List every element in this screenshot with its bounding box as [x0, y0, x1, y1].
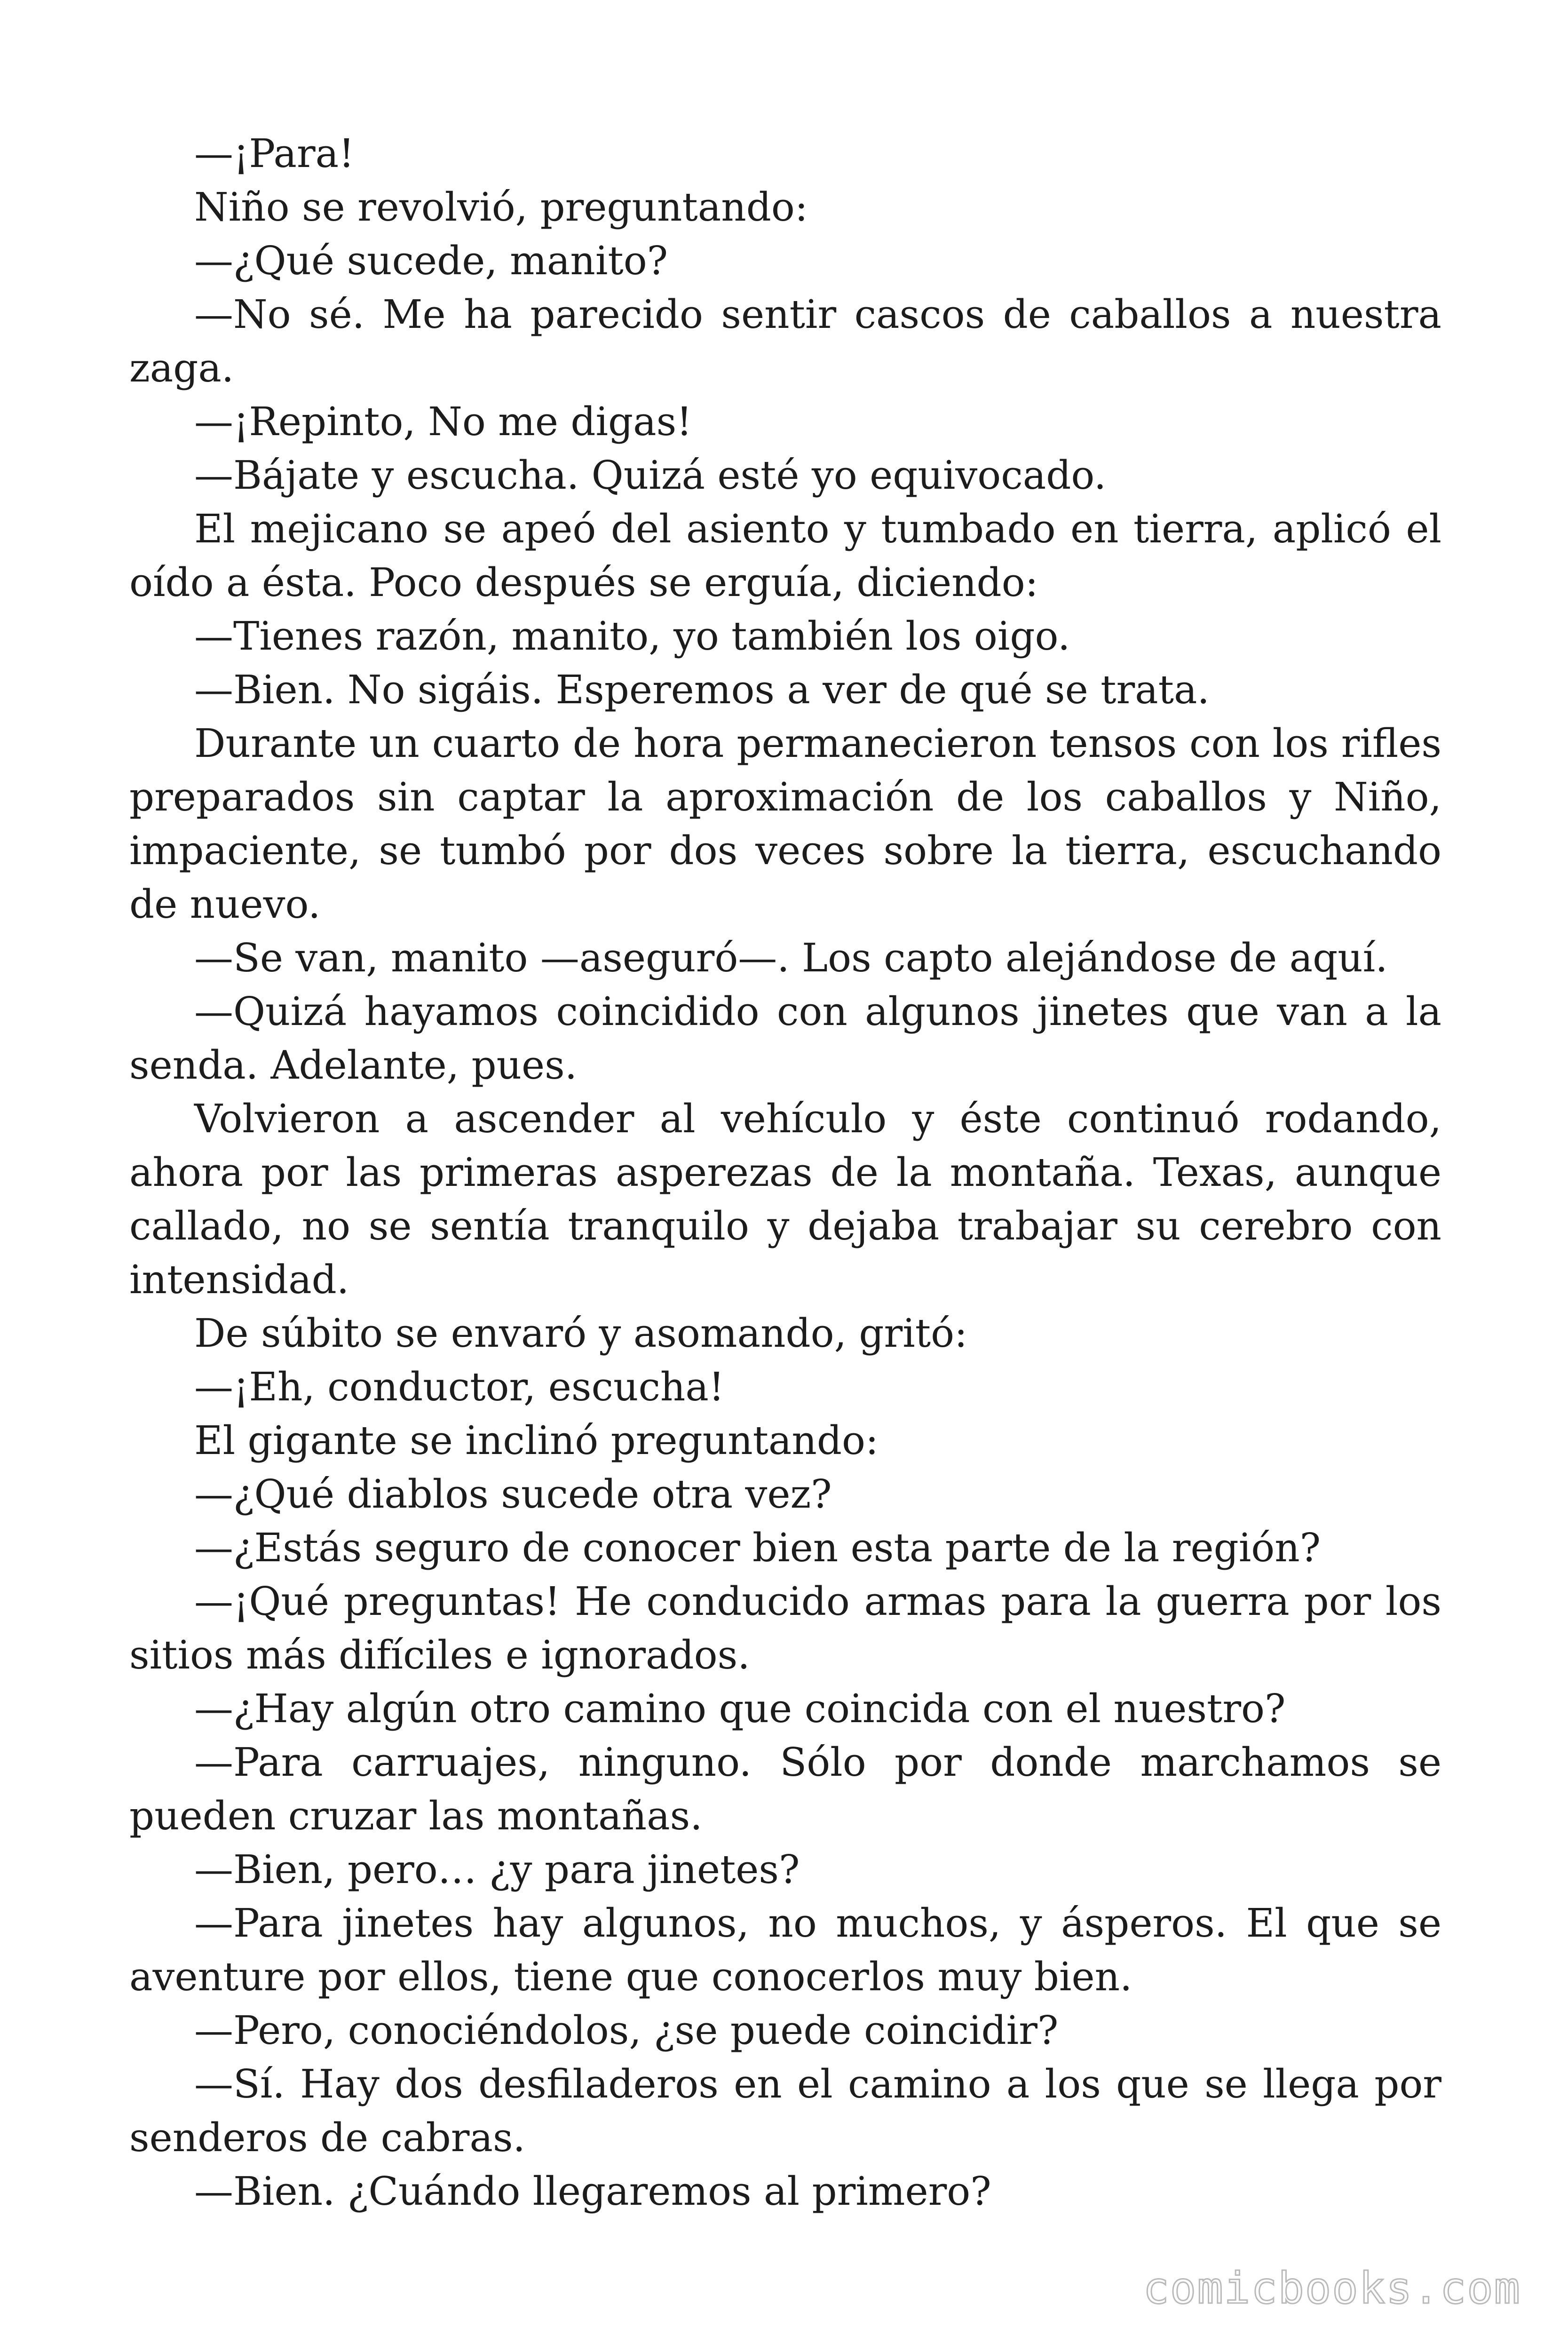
paragraph: —Bien. ¿Cuándo llegaremos al primero? — [194, 2169, 991, 2214]
body-text — [129, 127, 1441, 2218]
paragraph: —¿Qué diablos sucede otra vez? — [194, 1471, 832, 1517]
paragraph: —No sé. Me ha parecido sentir cascos de caballos a nuestra zaga. — [129, 292, 1441, 391]
paragraph: —Tienes razón, manito, yo también los oigo. — [194, 613, 1070, 659]
paragraph: —Se van, manito —aseguró—. Los capto alejándose de aquí. — [194, 935, 1388, 981]
paragraph: —Bájate y escucha. Quizá esté yo equivocado. — [194, 453, 1107, 498]
paragraph: De súbito se envaró y asomando, gritó: — [194, 1311, 968, 1356]
watermark: comicbooks.com — [1143, 2263, 1521, 2313]
paragraph: Niño se revolvió, preguntando: — [194, 184, 808, 230]
paragraph: Durante un cuarto de hora permanecieron tensos con los rifles preparados sin captar la aproximación de los caballos y Niño, impaciente, se tumbó por dos veces sobre la tierra, escuchando de nuevo. — [129, 721, 1441, 927]
paragraph: —Para carruajes, ninguno. Sólo por donde marchamos se pueden cruzar las montañas. — [129, 1740, 1441, 1839]
paragraph: —¿Hay algún otro camino que coincida con el nuestro? — [194, 1686, 1286, 1732]
paragraph: —¡Repinto, No me digas! — [194, 399, 692, 445]
paragraph: El gigante se inclinó preguntando: — [194, 1418, 879, 1463]
paragraph: —¿Estás seguro de conocer bien esta parte de la región? — [194, 1525, 1321, 1571]
paragraph: El mejicano se apeó del asiento y tumbado en tierra, aplicó el oído a ésta. Poco después se erguía, diciendo: — [129, 506, 1441, 605]
paragraph: Volvieron a ascender al vehículo y éste continuó rodando, ahora por las primeras asperezas de la montaña. Texas, aunque callado, no se sentía tranquilo y dejaba trabajar su cerebro con intensidad. — [129, 1096, 1441, 1303]
paragraph: —Sí. Hay dos desfiladeros en el camino a los que se llega por senderos de cabras. — [129, 2061, 1441, 2161]
paragraph: —Para jinetes hay algunos, no muchos, y ásperos. El que se aventure por ellos, tiene que conocerlos muy bien. — [129, 1900, 1441, 2000]
paragraph: —¿Qué sucede, manito? — [194, 238, 668, 284]
paragraph: —¡Qué preguntas! He conducido armas para la guerra por los sitios más difíciles e ignorados. — [129, 1579, 1441, 1678]
paragraph: —¡Para! — [194, 131, 355, 176]
paragraph: —Bien. No sigáis. Esperemos a ver de qué se trata. — [194, 667, 1210, 713]
paragraph: —Quizá hayamos coincidido con algunos jinetes que van a la senda. Adelante, pues. — [129, 989, 1441, 1088]
paragraph: —¡Eh, conductor, escucha! — [194, 1364, 725, 1410]
paragraph: —Pero, conociéndolos, ¿se puede coincidir? — [194, 2008, 1059, 2053]
paragraph: —Bien, pero… ¿y para jinetes? — [194, 1847, 800, 1892]
